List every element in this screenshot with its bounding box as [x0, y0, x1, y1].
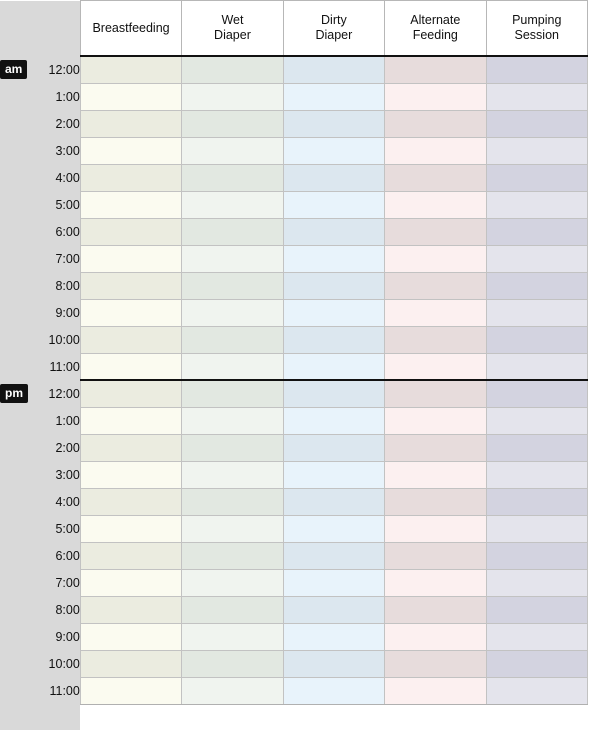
cell-dirty-diaper[interactable] — [283, 326, 384, 353]
cell-alternate-feeding[interactable] — [385, 245, 486, 272]
period-spacer-cell — [0, 650, 32, 677]
header-corner-ampm — [0, 1, 32, 57]
cell-wet-diaper[interactable] — [182, 596, 283, 623]
cell-wet-diaper[interactable] — [182, 623, 283, 650]
cell-dirty-diaper[interactable] — [283, 650, 384, 677]
hour-label: 8:00 — [32, 272, 80, 299]
cell-wet-diaper[interactable] — [182, 326, 283, 353]
cell-dirty-diaper[interactable] — [283, 137, 384, 164]
cell-wet-diaper[interactable] — [182, 542, 283, 569]
table-row — [0, 434, 588, 461]
cell-alternate-feeding[interactable] — [385, 56, 486, 83]
cell-pumping-session[interactable] — [486, 299, 587, 326]
cell-pumping-session[interactable] — [486, 191, 587, 218]
cell-wet-diaper[interactable] — [182, 110, 283, 137]
cell-wet-diaper[interactable] — [182, 164, 283, 191]
cell-dirty-diaper[interactable] — [283, 677, 384, 704]
hour-label: 7:00 — [32, 569, 80, 596]
cell-alternate-feeding[interactable] — [385, 569, 486, 596]
period-spacer-cell — [0, 407, 32, 434]
cell-wet-diaper[interactable] — [182, 191, 283, 218]
cell-dirty-diaper[interactable] — [283, 191, 384, 218]
period-spacer-cell — [0, 434, 32, 461]
cell-pumping-session[interactable] — [486, 245, 587, 272]
table-row — [0, 677, 588, 704]
cell-breastfeeding[interactable] — [80, 299, 181, 326]
cell-alternate-feeding[interactable] — [385, 218, 486, 245]
cell-wet-diaper[interactable] — [182, 380, 283, 407]
column-header-pumping-session-line-1: Pumping — [512, 13, 562, 27]
cell-breastfeeding[interactable] — [80, 56, 181, 83]
hour-label: 1:00 — [32, 83, 80, 110]
cell-breastfeeding[interactable] — [80, 542, 181, 569]
period-spacer-cell — [0, 164, 32, 191]
period-badge-cell — [0, 56, 32, 83]
period-spacer-cell — [0, 218, 32, 245]
hour-label: 7:00 — [32, 245, 80, 272]
cell-wet-diaper[interactable] — [182, 272, 283, 299]
hour-label: 9:00 — [32, 623, 80, 650]
table-row — [0, 461, 588, 488]
table-row — [0, 380, 588, 407]
cell-wet-diaper[interactable] — [182, 218, 283, 245]
cell-alternate-feeding[interactable] — [385, 137, 486, 164]
cell-pumping-session[interactable] — [486, 542, 587, 569]
cell-breastfeeding[interactable] — [80, 245, 181, 272]
hour-label: 4:00 — [32, 488, 80, 515]
cell-pumping-session[interactable] — [486, 272, 587, 299]
cell-pumping-session[interactable] — [486, 137, 587, 164]
cell-breastfeeding[interactable] — [80, 596, 181, 623]
hour-label: 8:00 — [32, 596, 80, 623]
cell-wet-diaper[interactable] — [182, 677, 283, 704]
cell-pumping-session[interactable] — [486, 380, 587, 407]
table-row — [0, 164, 588, 191]
cell-dirty-diaper[interactable] — [283, 272, 384, 299]
table-row — [0, 56, 588, 83]
cell-wet-diaper[interactable] — [182, 434, 283, 461]
period-spacer-cell — [0, 623, 32, 650]
period-spacer-cell — [0, 488, 32, 515]
table-row — [0, 488, 588, 515]
cell-breastfeeding[interactable] — [80, 191, 181, 218]
cell-wet-diaper[interactable] — [182, 245, 283, 272]
column-header-alternate-feeding — [385, 1, 486, 57]
period-badge: am — [0, 60, 27, 79]
label-strip-footer — [0, 702, 80, 730]
column-header-dirty-diaper-line-2: Diaper — [315, 28, 353, 42]
column-header-wet-diaper-line-1: Wet — [221, 13, 244, 27]
period-spacer-cell — [0, 326, 32, 353]
cell-dirty-diaper[interactable] — [283, 56, 384, 83]
cell-wet-diaper[interactable] — [182, 569, 283, 596]
period-badge: pm — [0, 384, 28, 403]
cell-pumping-session[interactable] — [486, 110, 587, 137]
cell-breastfeeding[interactable] — [80, 488, 181, 515]
cell-dirty-diaper[interactable] — [283, 542, 384, 569]
table-row — [0, 650, 588, 677]
cell-pumping-session[interactable] — [486, 623, 587, 650]
cell-alternate-feeding[interactable] — [385, 353, 486, 380]
period-spacer-cell — [0, 137, 32, 164]
cell-pumping-session[interactable] — [486, 461, 587, 488]
cell-dirty-diaper[interactable] — [283, 218, 384, 245]
hour-label: 4:00 — [32, 164, 80, 191]
cell-dirty-diaper[interactable] — [283, 488, 384, 515]
period-spacer-cell — [0, 245, 32, 272]
cell-breastfeeding[interactable] — [80, 83, 181, 110]
cell-alternate-feeding[interactable] — [385, 272, 486, 299]
cell-dirty-diaper[interactable] — [283, 299, 384, 326]
period-spacer-cell — [0, 461, 32, 488]
cell-dirty-diaper[interactable] — [283, 434, 384, 461]
column-header-dirty-diaper — [283, 1, 384, 57]
table-row — [0, 542, 588, 569]
cell-dirty-diaper[interactable] — [283, 569, 384, 596]
period-spacer-cell — [0, 677, 32, 704]
cell-alternate-feeding[interactable] — [385, 326, 486, 353]
cell-dirty-diaper[interactable] — [283, 623, 384, 650]
period-spacer-cell — [0, 191, 32, 218]
cell-alternate-feeding[interactable] — [385, 407, 486, 434]
cell-wet-diaper[interactable] — [182, 353, 283, 380]
hour-label: 3:00 — [32, 137, 80, 164]
hour-label: 6:00 — [32, 218, 80, 245]
cell-breastfeeding[interactable] — [80, 326, 181, 353]
table-row — [0, 623, 588, 650]
column-header-wet-diaper — [182, 1, 283, 57]
cell-breastfeeding[interactable] — [80, 515, 181, 542]
hour-label: 5:00 — [32, 191, 80, 218]
cell-pumping-session[interactable] — [486, 353, 587, 380]
period-spacer-cell — [0, 83, 32, 110]
cell-alternate-feeding[interactable] — [385, 380, 486, 407]
table-row — [0, 191, 588, 218]
period-spacer-cell — [0, 299, 32, 326]
cell-breastfeeding[interactable] — [80, 677, 181, 704]
cell-alternate-feeding[interactable] — [385, 542, 486, 569]
cell-pumping-session[interactable] — [486, 56, 587, 83]
hour-label: 12:00 — [32, 380, 80, 407]
cell-breastfeeding[interactable] — [80, 569, 181, 596]
hour-label: 12:00 — [32, 56, 80, 83]
hour-label: 11:00 — [32, 677, 80, 704]
cell-alternate-feeding[interactable] — [385, 596, 486, 623]
table-row — [0, 218, 588, 245]
table-row — [0, 326, 588, 353]
table-row — [0, 110, 588, 137]
cell-breastfeeding[interactable] — [80, 110, 181, 137]
cell-pumping-session[interactable] — [486, 83, 587, 110]
table-row — [0, 245, 588, 272]
hour-label: 10:00 — [32, 650, 80, 677]
period-spacer-cell — [0, 515, 32, 542]
column-header-alternate-feeding-line-1: Alternate — [410, 13, 461, 27]
cell-pumping-session[interactable] — [486, 434, 587, 461]
cell-alternate-feeding[interactable] — [385, 191, 486, 218]
cell-alternate-feeding[interactable] — [385, 434, 486, 461]
table-row — [0, 515, 588, 542]
cell-pumping-session[interactable] — [486, 650, 587, 677]
cell-pumping-session[interactable] — [486, 326, 587, 353]
column-header-wet-diaper-line-2: Diaper — [214, 28, 251, 42]
table-row — [0, 407, 588, 434]
hour-label: 11:00 — [32, 353, 80, 380]
period-spacer-cell — [0, 596, 32, 623]
cell-pumping-session[interactable] — [486, 596, 587, 623]
cell-breastfeeding[interactable] — [80, 461, 181, 488]
cell-breastfeeding[interactable] — [80, 650, 181, 677]
table-row — [0, 83, 588, 110]
header-row — [0, 1, 588, 57]
cell-wet-diaper[interactable] — [182, 488, 283, 515]
cell-dirty-diaper[interactable] — [283, 461, 384, 488]
table-header — [0, 1, 588, 57]
cell-breastfeeding[interactable] — [80, 353, 181, 380]
cell-pumping-session[interactable] — [486, 218, 587, 245]
cell-alternate-feeding[interactable] — [385, 164, 486, 191]
cell-breastfeeding[interactable] — [80, 407, 181, 434]
column-header-breastfeeding-line-1: Breastfeeding — [92, 20, 170, 35]
cell-dirty-diaper[interactable] — [283, 245, 384, 272]
hour-label: 6:00 — [32, 542, 80, 569]
period-spacer-cell — [0, 569, 32, 596]
period-spacer-cell — [0, 110, 32, 137]
cell-breastfeeding[interactable] — [80, 218, 181, 245]
cell-breastfeeding[interactable] — [80, 137, 181, 164]
cell-alternate-feeding[interactable] — [385, 623, 486, 650]
cell-dirty-diaper[interactable] — [283, 596, 384, 623]
hour-label: 2:00 — [32, 434, 80, 461]
cell-pumping-session[interactable] — [486, 569, 587, 596]
table-row — [0, 596, 588, 623]
hour-label: 1:00 — [32, 407, 80, 434]
cell-dirty-diaper[interactable] — [283, 83, 384, 110]
period-spacer-cell — [0, 272, 32, 299]
table-row — [0, 353, 588, 380]
cell-dirty-diaper[interactable] — [283, 380, 384, 407]
cell-dirty-diaper[interactable] — [283, 407, 384, 434]
hour-label: 5:00 — [32, 515, 80, 542]
column-header-breastfeeding — [80, 1, 181, 57]
cell-breastfeeding[interactable] — [80, 623, 181, 650]
cell-pumping-session[interactable] — [486, 488, 587, 515]
cell-breastfeeding[interactable] — [80, 380, 181, 407]
cell-dirty-diaper[interactable] — [283, 353, 384, 380]
cell-wet-diaper[interactable] — [182, 299, 283, 326]
header-corner-time — [32, 1, 80, 57]
cell-wet-diaper[interactable] — [182, 461, 283, 488]
cell-alternate-feeding[interactable] — [385, 110, 486, 137]
cell-wet-diaper[interactable] — [182, 137, 283, 164]
table-body — [0, 56, 588, 704]
cell-dirty-diaper[interactable] — [283, 515, 384, 542]
cell-pumping-session[interactable] — [486, 677, 587, 704]
cell-breastfeeding[interactable] — [80, 164, 181, 191]
hour-label: 9:00 — [32, 299, 80, 326]
table-row — [0, 137, 588, 164]
table-row — [0, 569, 588, 596]
period-spacer-cell — [0, 542, 32, 569]
cell-alternate-feeding[interactable] — [385, 461, 486, 488]
cell-alternate-feeding[interactable] — [385, 488, 486, 515]
cell-alternate-feeding[interactable] — [385, 83, 486, 110]
column-header-pumping-session-line-2: Session — [514, 28, 559, 42]
cell-wet-diaper[interactable] — [182, 515, 283, 542]
cell-breastfeeding[interactable] — [80, 272, 181, 299]
cell-alternate-feeding[interactable] — [385, 515, 486, 542]
cell-pumping-session[interactable] — [486, 164, 587, 191]
column-header-alternate-feeding-line-2: Feeding — [412, 28, 458, 42]
column-header-dirty-diaper-line-1: Dirty — [321, 13, 347, 27]
cell-breastfeeding[interactable] — [80, 434, 181, 461]
cell-alternate-feeding[interactable] — [385, 650, 486, 677]
cell-wet-diaper[interactable] — [182, 650, 283, 677]
cell-pumping-session[interactable] — [486, 407, 587, 434]
cell-wet-diaper[interactable] — [182, 56, 283, 83]
hour-label: 3:00 — [32, 461, 80, 488]
cell-wet-diaper[interactable] — [182, 83, 283, 110]
table-row — [0, 299, 588, 326]
hour-label: 2:00 — [32, 110, 80, 137]
cell-alternate-feeding[interactable] — [385, 677, 486, 704]
column-header-pumping-session — [486, 1, 587, 57]
cell-dirty-diaper[interactable] — [283, 110, 384, 137]
period-spacer-cell — [0, 353, 32, 380]
period-badge-cell — [0, 380, 32, 407]
table-row — [0, 272, 588, 299]
cell-wet-diaper[interactable] — [182, 407, 283, 434]
cell-alternate-feeding[interactable] — [385, 299, 486, 326]
cell-pumping-session[interactable] — [486, 515, 587, 542]
hour-label: 10:00 — [32, 326, 80, 353]
cell-dirty-diaper[interactable] — [283, 164, 384, 191]
